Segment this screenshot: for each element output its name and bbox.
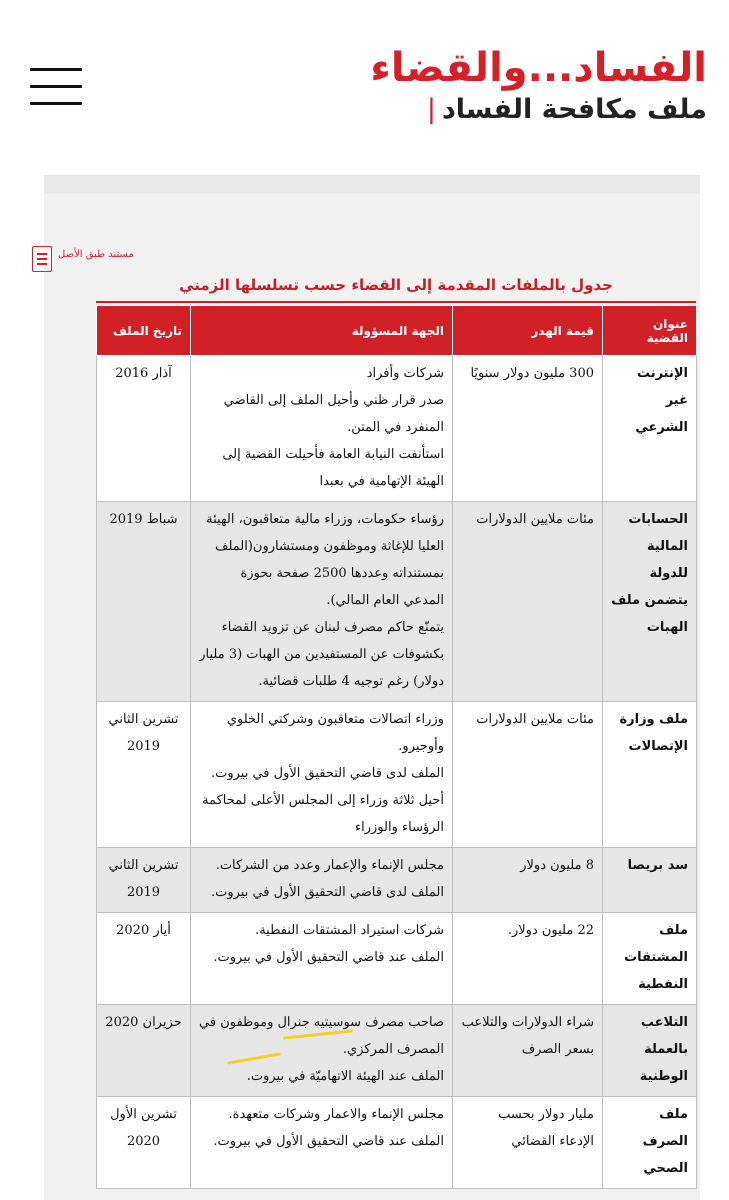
cell-date: تشرين الثاني 2019 — [97, 702, 191, 848]
party-line: الملف عند الهيئة الاتهاميّة في بيروت. — [246, 1069, 444, 1084]
cell-date: تشرين الثاني 2019 — [97, 848, 191, 913]
site-logo[interactable] — [370, 44, 707, 128]
party-line: الملف عند قاضي التحقيق الأول في بيروت. — [213, 1134, 444, 1149]
cell-party — [191, 848, 453, 913]
party-line: مجلس الإنماء والإعمار وعدد من الشركات. — [215, 858, 444, 873]
cell-date: حزيران 2020 — [97, 1005, 191, 1097]
logo-title: الفساد...والقضاء — [370, 45, 707, 91]
table-title: جدول بالملفات المقدمة إلى القضاء حسب تسلسلها الزمني — [96, 267, 696, 303]
cell-party — [191, 1005, 453, 1097]
cell-subject: التلاعب بالعملة الوطنية — [603, 1005, 697, 1097]
cell-subject: سد بريصا — [603, 848, 697, 913]
party-line: صدر قرار ظني وأحيل الملف إلى القاضي المنفرد في المتن. — [223, 393, 444, 435]
cell-subject: الإنترنت غير الشرعي — [603, 356, 697, 502]
logo-subtitle-row — [370, 92, 707, 128]
hamburger-icon-line — [30, 68, 82, 71]
subtitle-divider: | — [426, 94, 436, 125]
hamburger-icon-line — [30, 85, 82, 88]
cell-value: 300 مليون دولار سنويًا — [453, 356, 603, 502]
cell-party — [191, 913, 453, 1005]
cell-party — [191, 356, 453, 502]
table-row — [97, 702, 697, 848]
cell-date: آذار 2016 — [97, 356, 191, 502]
party-line: الملف لدى قاضي التحقيق الأول في بيروت. — [210, 766, 444, 781]
cell-value: مئات ملايين الدولارات — [453, 502, 603, 702]
header-party: الجهة المسؤولة — [191, 306, 453, 356]
table-row — [97, 1097, 697, 1189]
cell-date: أيار 2020 — [97, 913, 191, 1005]
cell-value: مليار دولار بحسب الإدعاء القضائي — [453, 1097, 603, 1189]
content-top-band — [44, 175, 700, 193]
party-line: أحيل ثلاثة وزراء إلى المجلس الأعلى لمحاكمة الرؤساء والوزراء — [202, 793, 444, 835]
header-value: قيمة الهدر — [453, 306, 603, 356]
cell-subject: ملف المشتقات النفطية — [603, 913, 697, 1005]
cell-subject: ملف وزارة الإتصالات — [603, 702, 697, 848]
page-margin — [0, 193, 44, 1200]
table-row — [97, 848, 697, 913]
party-line: مجلس الإنماء والاعمار وشركات متعهدة. — [228, 1107, 444, 1122]
cell-party — [191, 1097, 453, 1189]
party-line: الملف عند قاضي التحقيق الأول في بيروت. — [213, 950, 444, 965]
table-row — [97, 913, 697, 1005]
cell-date: تشرين الأول 2020 — [97, 1097, 191, 1189]
hamburger-menu-button[interactable] — [30, 68, 86, 108]
table-header-row — [97, 306, 697, 356]
header-subject: عنوان القضية — [603, 306, 697, 356]
cell-date: شباط 2019 — [97, 502, 191, 702]
cell-party — [191, 702, 453, 848]
cell-value: 8 مليون دولار — [453, 848, 603, 913]
cell-value: شراء الدولارات والتلاعب بسعر الصرف — [453, 1005, 603, 1097]
party-line: رؤساء حكومات، وزراء مالية متعاقبون، الهيئة العليا للإغاثة وموظفون ومستشارون(الملف بمستنداته وعددها 2500 صفحة بحوزة المدعي العام المالي). — [206, 512, 444, 608]
cell-party — [191, 502, 453, 702]
stamp-text: مستند طبق الأصل — [58, 249, 134, 260]
party-line: صاحب مصرف سوسيتيه جنرال وموظفون في المصرف المركزي. — [199, 1015, 444, 1057]
table-row — [97, 356, 697, 502]
party-line: يتمنّع حاكم مصرف لبنان عن تزويد القضاء بكشوفات عن المستفيدين من الهبات (3 مليار دولار) رغم توجيه 4 طلبات قضائية. — [199, 620, 444, 689]
header-date: تاريخ الملف — [97, 306, 191, 356]
site-header — [0, 0, 729, 175]
table-row — [97, 502, 697, 702]
cell-subject: ملف الصرف الصحي — [603, 1097, 697, 1189]
party-line: استأنفت النيابة العامة فأحيلت القضية إلى الهيئة الإتهامية في بعبدا — [222, 447, 444, 489]
document-icon — [32, 246, 52, 272]
cell-value: 22 مليون دولار. — [453, 913, 603, 1005]
party-line: الملف لدى قاضي التحقيق الأول في بيروت. — [210, 885, 444, 900]
party-line: شركات وأفراد — [366, 366, 444, 381]
hamburger-icon-line — [30, 102, 82, 105]
cell-subject: الحسابات المالية للدولة يتضمن ملف الهبات — [603, 502, 697, 702]
table-row — [97, 1005, 697, 1097]
cell-value: مئات ملايين الدولارات — [453, 702, 603, 848]
cases-table-container — [96, 267, 696, 1189]
logo-subtitle: ملف مكافحة الفساد — [441, 94, 707, 125]
party-line: شركات استيراد المشتقات النفطية. — [255, 923, 444, 938]
cases-table — [96, 305, 697, 1189]
party-line: وزراء اتصالات متعاقبون وشركتي الخلوي وأوجيرو. — [226, 712, 444, 754]
